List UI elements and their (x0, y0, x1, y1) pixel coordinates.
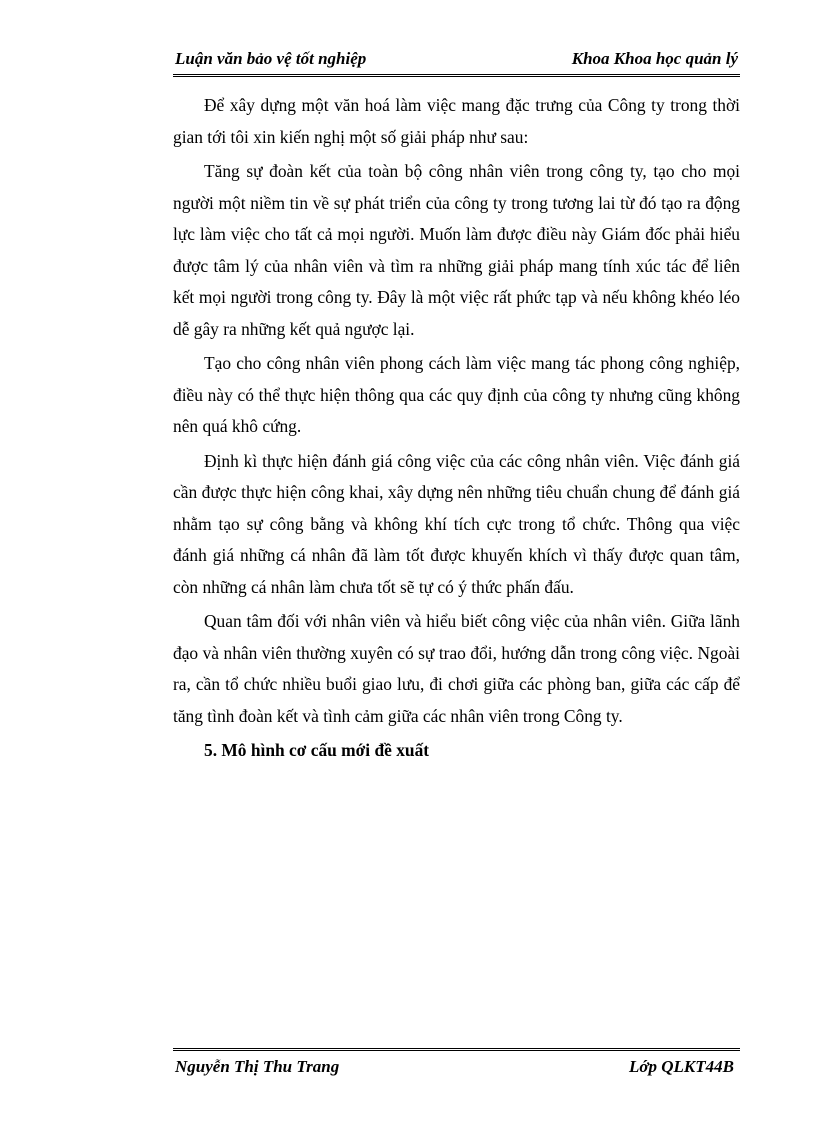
page-header (173, 46, 740, 77)
page-footer (173, 1048, 740, 1081)
section-heading: 5. Mô hình cơ cấu mới đề xuất (204, 740, 430, 760)
paragraph-employee-care: Quan tâm đối với nhân viên và hiểu biết công việc của nhân viên. Giữa lãnh đạo và nhân viên thường xuyên có sự trao đổi, hướng dẫn trong công việc. Ngoài ra, cần tổ chức nhiều buổi giao lưu, đi chơi giữa các phòng ban, giữa các cấp để tăng tình đoàn kết và tình cảm giữa các nhân viên trong Công ty. (173, 611, 740, 726)
paragraph-evaluation: Định kì thực hiện đánh giá công việc của các công nhân viên. Việc đánh giá cần được thực hiện công khai, xây dựng nên những tiêu chuẩn chung để đánh giá nhằm tạo sự công bằng và không khí tích cực trong tổ chức. Thông qua việc đánh giá những cá nhân đã làm tốt được khuyến khích vì thấy được quan tâm, còn những cá nhân làm chưa tốt sẽ tự có ý thức phấn đấu. (173, 450, 740, 597)
paragraph-solidarity: Tăng sự đoàn kết của toàn bộ công nhân viên trong công ty, tạo cho mọi người một niềm tin về sự phát triển của công ty trong tương lai từ đó tạo ra động lực làm việc cho tất cả mọi người. Muốn làm được điều này Giám đốc phải hiểu được tâm lý của nhân viên và tìm ra những giải pháp mang tính xúc tác để liên kết mọi người trong công ty. Đây là một việc rất phức tạp và nếu không khéo léo dễ gây ra những kết quả ngược lại. (173, 161, 740, 339)
paragraph-intro: Để xây dựng một văn hoá làm việc mang đặc trưng của Công ty trong thời gian tới tôi xin kiến nghị một số giải pháp như sau: (173, 95, 740, 147)
footer-class: Lớp QLKT44B (629, 1057, 734, 1076)
header-thesis-title: Luận văn bảo vệ tốt nghiệp (175, 49, 367, 68)
header-faculty: Khoa Khoa học quản lý (571, 49, 738, 68)
paragraph-work-style: Tạo cho công nhân viên phong cách làm việc mang tác phong công nghiệp, điều này có thể thực hiện thông qua các quy định của công ty nhưng cũng không nên quá khô cứng. (173, 353, 740, 436)
footer-author: Nguyễn Thị Thu Trang (175, 1057, 340, 1076)
document-body (173, 90, 740, 767)
